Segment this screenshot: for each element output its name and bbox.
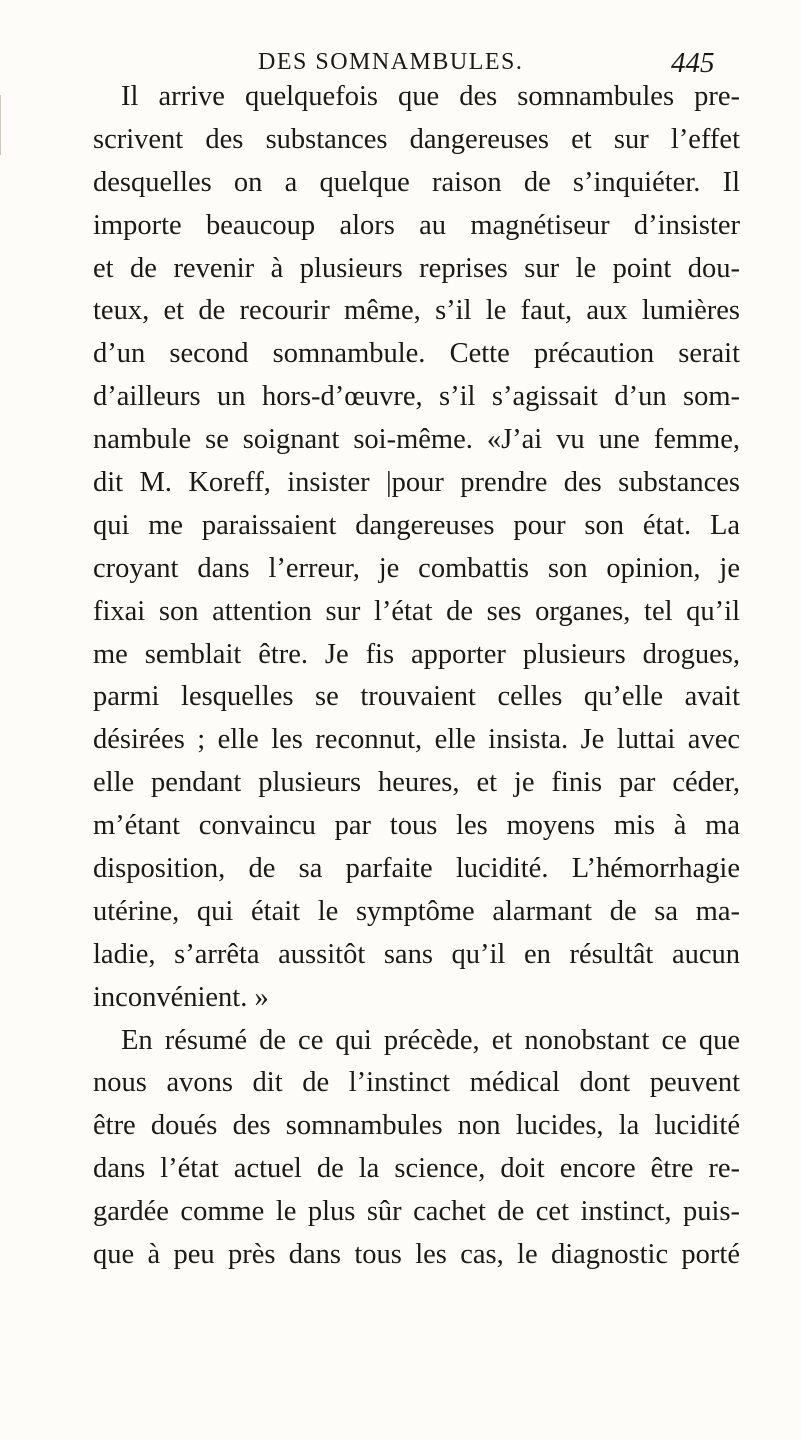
text-line: m’étant convaincu par tous les moyens mis à ma <box>93 810 740 842</box>
text-line: parmi lesquelles se trouvaient celles qu’elle avait <box>93 681 740 713</box>
text-line: qui me paraissaient dangereuses pour son état. La <box>93 509 740 541</box>
body-text <box>93 76 740 1277</box>
text-line: et de revenir à plusieurs reprises sur le point dou- <box>93 252 740 284</box>
text-line: Il arrive quelquefois que des somnambules pre- <box>121 81 740 112</box>
running-head: DES SOMNAMBULES. <box>258 49 524 75</box>
text-line: que à peu près dans tous les cas, le diagnostic porté <box>93 1239 740 1271</box>
text-line: être doués des somnambules non lucides, la lucidité <box>93 1110 740 1142</box>
text-line: inconvénient. » <box>93 981 269 1013</box>
text-line: desquelles on a quelque raison de s’inquiéter. Il <box>93 166 740 198</box>
text-line: d’ailleurs un hors-d’œuvre, s’il s’agissait d’un som- <box>93 381 740 413</box>
text-line: fixai son attention sur l’état de ses organes, tel qu’il <box>93 595 740 627</box>
text-line: gardée comme le plus sûr cachet de cet instinct, puis- <box>93 1196 740 1228</box>
text-line: importe beaucoup alors au magnétiseur d’insister <box>93 209 740 241</box>
text-line: me semblait être. Je fis apporter plusieurs drogues, <box>93 638 740 670</box>
text-line: d’un second somnambule. Cette précaution serait <box>93 338 740 370</box>
page-number: 445 <box>671 47 715 79</box>
text-line: scrivent des substances dangereuses et sur l’effet <box>93 123 740 155</box>
text-line: dit M. Koreff, insister |pour prendre des substances <box>93 467 740 499</box>
text-line: utérine, qui était le symptôme alarmant de sa ma- <box>93 895 740 927</box>
text-line: croyant dans l’erreur, je combattis son opinion, je <box>93 552 740 584</box>
text-line: nambule se soignant soi-même. «J’ai vu une femme, <box>93 424 740 456</box>
text-line: ladie, s’arrêta aussitôt sans qu’il en résultât aucun <box>93 938 740 970</box>
text-line: teux, et de recourir même, s’il le faut, aux lumières <box>93 295 740 327</box>
text-line: nous avons dit de l’instinct médical dont peuvent <box>93 1067 740 1099</box>
text-line: En résumé de ce qui précède, et nonobstant ce que <box>121 1024 740 1056</box>
text-line: dans l’état actuel de la science, doit encore être re- <box>93 1153 740 1185</box>
page-edge-mark <box>0 95 6 155</box>
text-line: disposition, de sa parfaite lucidité. L’hémorrhagie <box>93 853 740 885</box>
text-line: désirées ; elle les reconnut, elle insista. Je luttai avec <box>93 724 740 756</box>
text-line: elle pendant plusieurs heures, et je finis par céder, <box>93 767 740 799</box>
